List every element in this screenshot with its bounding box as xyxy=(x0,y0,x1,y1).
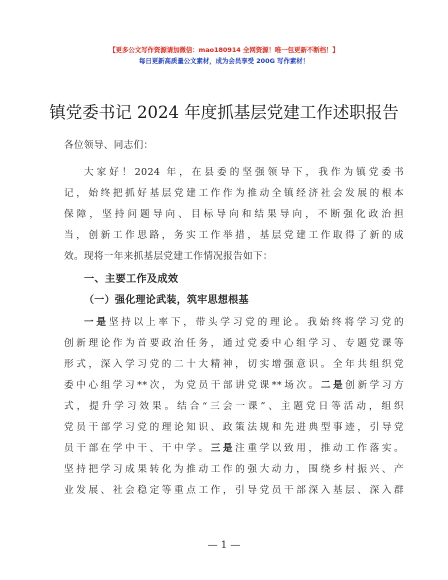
body-line: 保障，坚持问题导向、目标导向和结果导向，不断强化政治担 xyxy=(64,209,404,220)
section-heading: 一、主要工作及成效 xyxy=(84,273,179,285)
document-title: 镇党委书记 2024 年度抓基层党建工作述职报告 xyxy=(49,103,399,122)
body-line xyxy=(64,442,404,456)
body-line-text: 注重学以致用，推动工作落实。 xyxy=(235,443,404,454)
body-line: 当，创新工作思路，务实工作举措，基层党建工作取得了新的成 xyxy=(64,230,404,241)
body-line: 党员干部学习党的理论知识、政策法规和先进典型事迹，引导党 xyxy=(64,422,404,433)
body-line: 式，提升学习效果。结合“三会一课”、主题党日等活动，组织 xyxy=(64,401,404,412)
body-line-text: 委中心组学习**次，为党员干部讲党课**场次。 xyxy=(64,380,321,391)
body-line: 记，始终把抓好基层党建工作作为推动全镇经济社会发展的根本 xyxy=(64,188,404,199)
body-line-text: 创新学习方 xyxy=(345,380,405,391)
body-line: 效。现将一年来抓基层党建工作情况报告如下： xyxy=(64,251,273,262)
emphasis-label: 二是 xyxy=(320,380,346,391)
body-line: 坚持把学习成果转化为推动工作的强大动力，围绕乡村振兴、产 xyxy=(64,464,404,475)
page-number: — 1 — xyxy=(207,540,241,551)
body-line xyxy=(84,316,404,330)
emphasis-label: 三是 xyxy=(210,443,236,454)
emphasis-label: 一是 xyxy=(84,317,109,328)
promo-banner-line-1: 【更多公文写作资源请加微信：mao180914 全网资源！唯一包更新不断档！】 xyxy=(109,46,339,54)
body-line-text: 坚持以上率下，带头学习党的理论。我始终将学习党的 xyxy=(108,317,404,328)
body-line-text: 员干部在学中干、干中学。 xyxy=(64,443,211,454)
body-line: 形式，深入学习党的二十大精神，切实增强意识。全年共组织党 xyxy=(64,359,404,370)
promo-banner-line-2: 每日更新高质量公文素材，成为会员享受 200G 写作素材！ xyxy=(138,57,310,65)
salutation: 各位领导、同志们： xyxy=(64,140,154,151)
subsection-heading: （一）强化理论武装，筑牢思想根基 xyxy=(84,295,249,306)
body-line: 创新理论作为首要政治任务，通过党委中心组学习、专题党课等 xyxy=(64,338,404,349)
body-line: 大家好！2024 年，在县委的坚强领导下，我作为镇党委书 xyxy=(84,167,404,178)
body-line: 业发展、社会稳定等重点工作，引导党员干部深入基层、深入群 xyxy=(64,485,404,496)
body-line xyxy=(64,379,404,393)
